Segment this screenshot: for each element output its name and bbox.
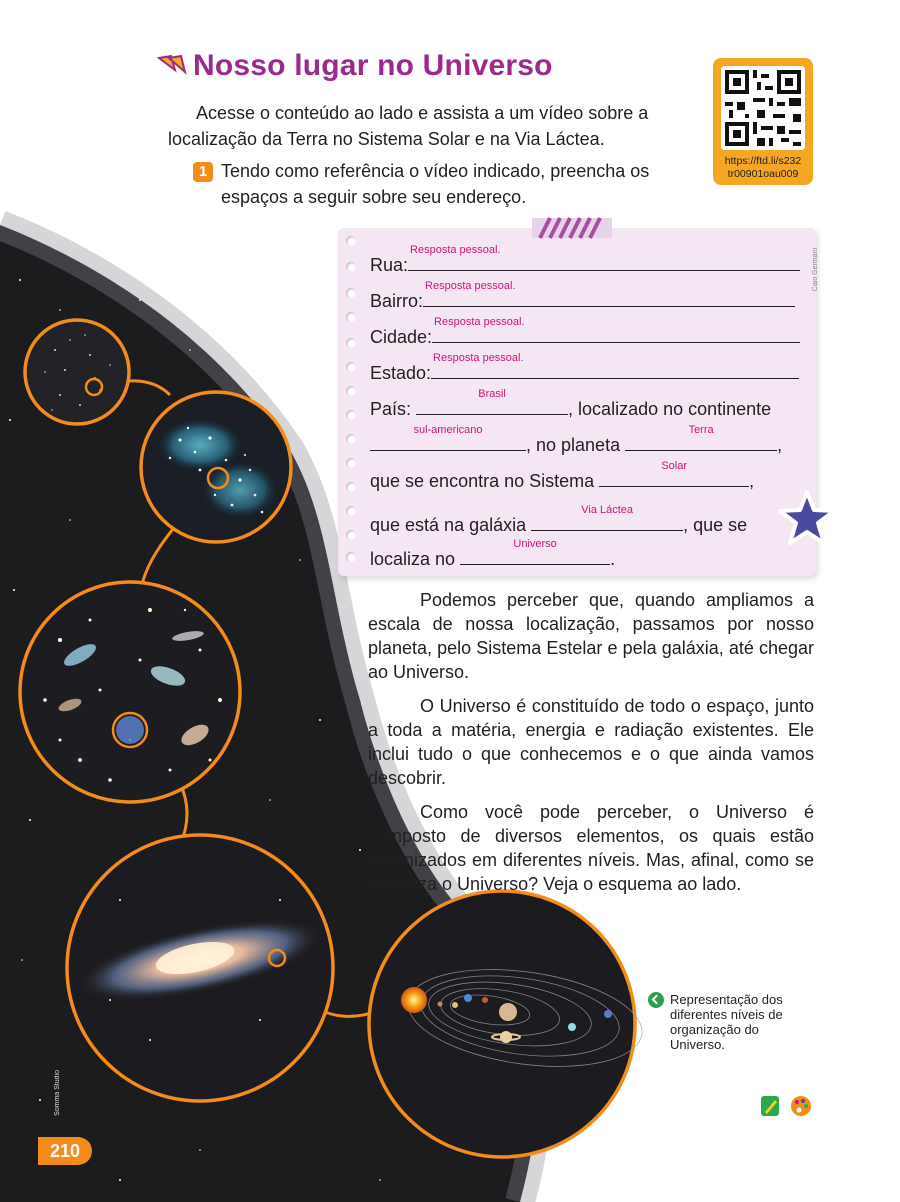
- question-1: [193, 158, 693, 210]
- sistema-field[interactable]: [599, 460, 749, 487]
- card-hole: [346, 410, 356, 420]
- card-hole: [346, 482, 356, 492]
- body-text: [368, 588, 814, 906]
- body-paragraph-2: O Universo é constituído de todo o espaço, junto a toda a matéria, energia e radiação existentes. Ele inclui tudo o que conhecemos e o que ainda vamos descobrir.: [368, 696, 814, 788]
- tape-decoration: [532, 214, 612, 242]
- question-number-badge: 1: [193, 162, 213, 182]
- address-card: [338, 228, 816, 576]
- palette-icon: [791, 1096, 811, 1116]
- star-field-circle: [25, 320, 129, 424]
- planeta-field[interactable]: [625, 424, 777, 451]
- estado-field[interactable]: [431, 352, 799, 379]
- illustration-credit: Caio Germani: [812, 248, 819, 292]
- card-hole: [346, 288, 356, 298]
- localiza-field[interactable]: [460, 538, 610, 565]
- pais-row: [370, 388, 772, 420]
- pais-field[interactable]: [416, 388, 568, 415]
- galaxia-field[interactable]: [531, 504, 683, 531]
- estado-row: [370, 352, 799, 384]
- solar-system-circle: [369, 891, 648, 1157]
- sistema-answer: Solar: [661, 460, 687, 472]
- continente-row: [370, 424, 783, 456]
- card-hole: [346, 458, 356, 468]
- figure-caption: Representação dos diferentes níveis de organização do Universo.: [670, 992, 783, 1052]
- localiza-text: localiza no: [370, 549, 456, 569]
- card-hole: [346, 338, 356, 348]
- card-hole: [346, 236, 356, 246]
- localiza-row: [370, 538, 616, 570]
- star-icon: [776, 488, 838, 550]
- card-hole: [346, 312, 356, 322]
- orange-arrows-icon: [155, 48, 191, 84]
- pais-suffix: , localizado no continente: [568, 399, 772, 419]
- qr-code-box[interactable]: [713, 58, 813, 185]
- estado-label: Estado:: [370, 363, 432, 383]
- sistema-suffix: ,: [749, 471, 755, 491]
- planeta-text: , no planeta: [526, 435, 621, 455]
- rua-row: [370, 244, 800, 276]
- body-paragraph-3: Como você pode perceber, o Universo é composto de diversos elementos, os quais estão organizados em diferentes níveis. Mas, afinal, como se organiza o Universo? Veja o esquema ao lado.: [368, 802, 814, 894]
- planeta-suffix: ,: [777, 435, 783, 455]
- rua-answer: Resposta pessoal.: [410, 244, 501, 256]
- localiza-suffix: .: [610, 549, 616, 569]
- rua-field[interactable]: [408, 244, 800, 271]
- card-hole: [346, 552, 356, 562]
- cluster-circle: [141, 392, 291, 542]
- card-hole: [346, 386, 356, 396]
- sistema-text: que se encontra no Sistema: [370, 471, 595, 491]
- continente-field[interactable]: [370, 424, 526, 451]
- pencil-icon: [761, 1096, 779, 1116]
- card-hole: [346, 506, 356, 516]
- card-hole: [346, 362, 356, 372]
- planeta-answer: Terra: [688, 424, 714, 436]
- question-text: Tendo como referência o vídeo indicado, preencha os espaços a seguir sobre seu endereço.: [221, 161, 650, 207]
- rua-label: Rua:: [370, 255, 409, 275]
- image-credit: Somma Studio: [54, 1070, 61, 1116]
- card-hole: [346, 262, 356, 272]
- card-hole: [346, 530, 356, 540]
- qr-url[interactable]: https://ftd.li/s232 tr00901oau009: [724, 155, 802, 180]
- body-paragraph-1: Podemos perceber que, quando ampliamos a escala de nossa localização, passamos por nosso planeta, pelo Sistema Estelar e pela galáxia, até chegar ao Universo.: [368, 590, 814, 682]
- page-number: 210: [38, 1137, 92, 1165]
- activity-icons: [757, 1093, 817, 1119]
- bairro-answer: Resposta pessoal.: [425, 280, 516, 292]
- cidade-label: Cidade:: [370, 327, 433, 347]
- localiza-answer: Universo: [513, 538, 557, 550]
- galaxia-answer: Via Láctea: [581, 504, 634, 516]
- sistema-row: [370, 460, 755, 492]
- galaxy-circle: [67, 835, 333, 1101]
- bairro-field[interactable]: [423, 280, 795, 307]
- cidade-answer: Resposta pessoal.: [434, 316, 525, 328]
- intro-text: Acesse o conteúdo ao lado e assista a um vídeo sobre a localização da Terra no Sistema Solar e na Via Láctea.: [168, 103, 649, 149]
- estado-answer: Resposta pessoal.: [433, 352, 524, 364]
- cidade-row: [370, 316, 800, 348]
- title-block: [155, 48, 553, 84]
- card-hole: [346, 434, 356, 444]
- bairro-row: [370, 280, 795, 312]
- galaxia-text: que está na galáxia: [370, 515, 527, 535]
- galaxia-suffix: , que se: [683, 515, 748, 535]
- pais-answer: Brasil: [478, 388, 506, 400]
- galaxia-row: [370, 504, 748, 536]
- pais-label: País:: [370, 399, 412, 419]
- cidade-field[interactable]: [432, 316, 800, 343]
- continente-answer: sul-americano: [413, 424, 483, 436]
- bairro-label: Bairro:: [370, 291, 424, 311]
- galaxy-group-circle: [20, 582, 240, 802]
- qr-code-icon: [721, 66, 805, 150]
- page-title: Nosso lugar no Universo: [193, 49, 553, 82]
